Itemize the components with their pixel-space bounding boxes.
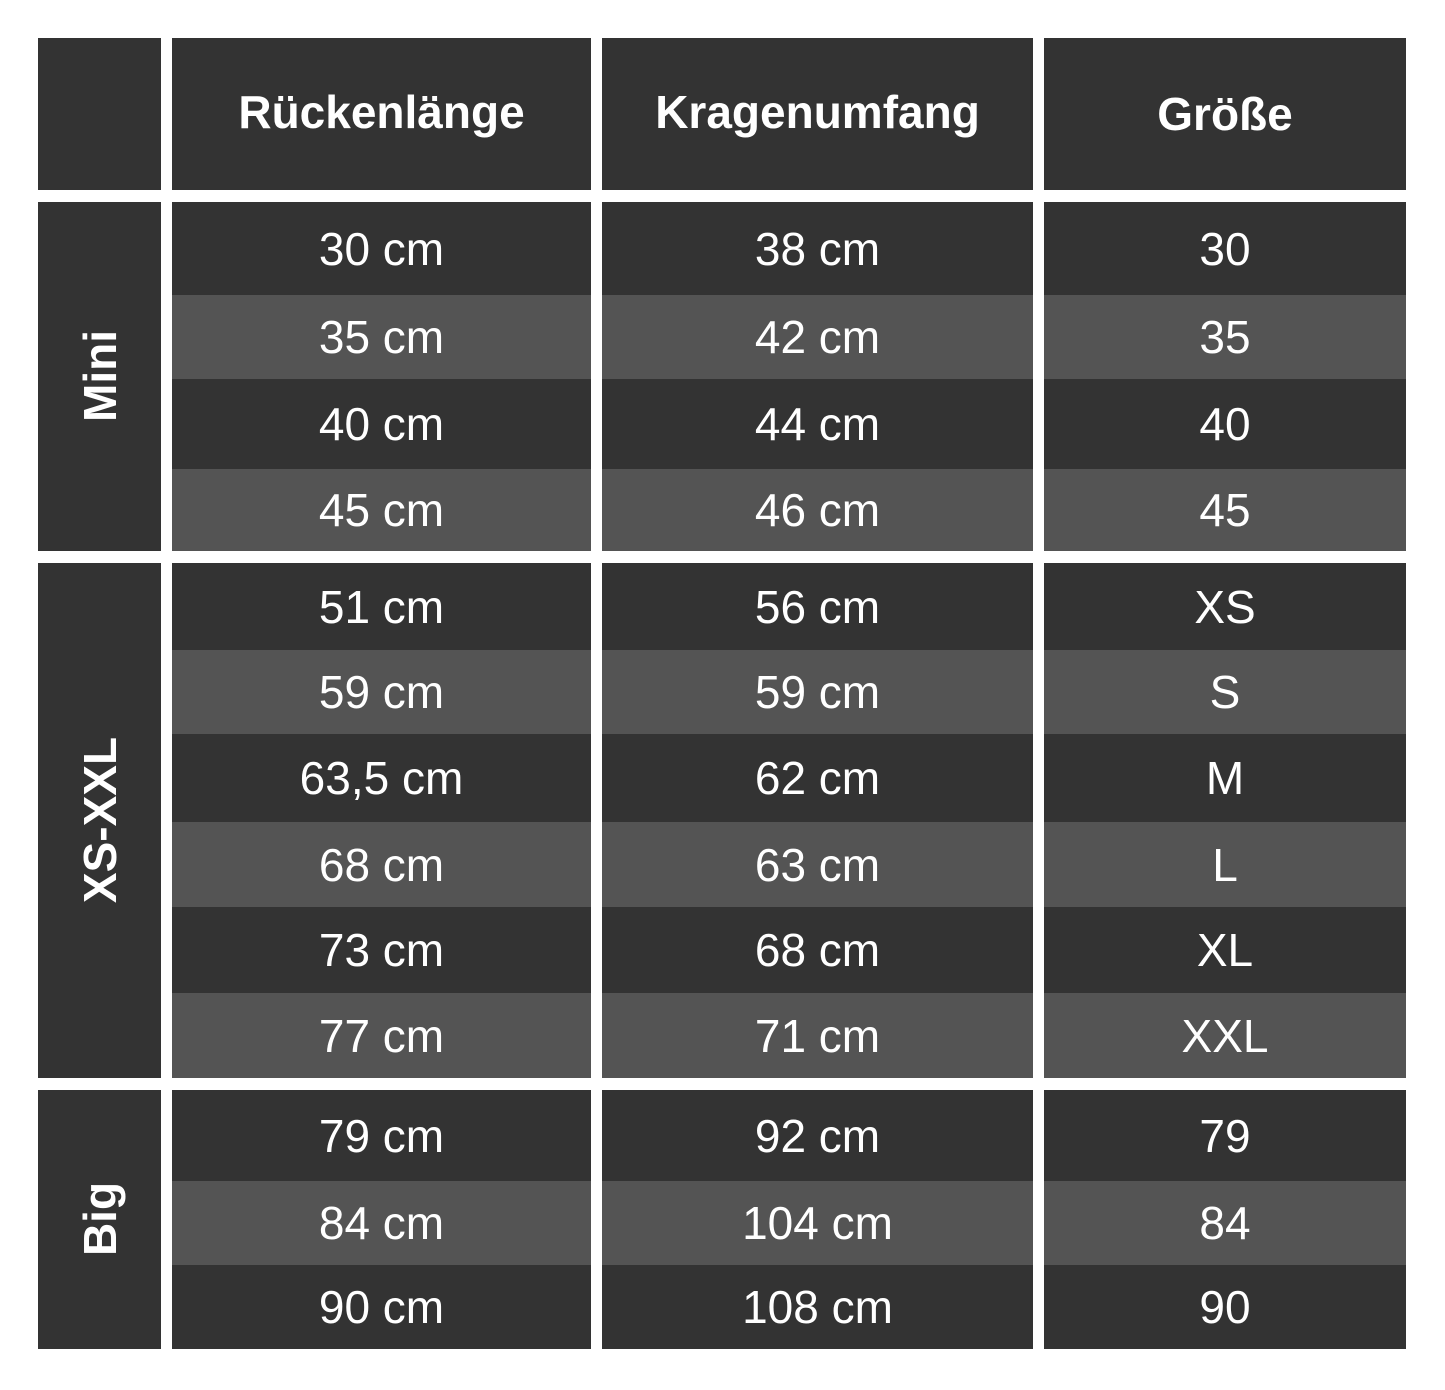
row-collar: 108 cm xyxy=(602,1265,1033,1349)
row-size: 30 xyxy=(1044,202,1406,295)
row-size: 90 xyxy=(1044,1265,1406,1349)
row-size: 35 xyxy=(1044,295,1406,379)
row-back-length: 40 cm xyxy=(172,379,591,469)
row-size: M xyxy=(1044,734,1406,822)
row-size: L xyxy=(1044,822,1406,907)
group-label-big: Big xyxy=(74,1181,127,1257)
row-back-length: 77 cm xyxy=(172,993,591,1078)
row-size: 45 xyxy=(1044,469,1406,551)
row-collar: 46 cm xyxy=(602,469,1033,551)
row-size: S xyxy=(1044,650,1406,734)
row-size: XL xyxy=(1044,907,1406,993)
row-size: 79 xyxy=(1044,1090,1406,1181)
row-size: 40 xyxy=(1044,379,1406,469)
row-back-length: 63,5 cm xyxy=(172,734,591,822)
header-collar: Kragenumfang xyxy=(602,38,1033,190)
row-back-length: 90 cm xyxy=(172,1265,591,1349)
row-back-length: 59 cm xyxy=(172,650,591,734)
row-collar: 62 cm xyxy=(602,734,1033,822)
header-size: Größe xyxy=(1044,38,1406,190)
row-back-length: 79 cm xyxy=(172,1090,591,1181)
row-back-length: 30 cm xyxy=(172,202,591,295)
row-back-length: 73 cm xyxy=(172,907,591,993)
row-back-length: 84 cm xyxy=(172,1181,591,1265)
group-label-mini: Mini xyxy=(73,330,126,422)
row-size: 84 xyxy=(1044,1181,1406,1265)
row-collar: 92 cm xyxy=(602,1090,1033,1181)
header-back-length: Rückenlänge xyxy=(172,38,591,190)
row-back-length: 68 cm xyxy=(172,822,591,907)
row-back-length: 51 cm xyxy=(172,563,591,650)
row-collar: 56 cm xyxy=(602,563,1033,650)
group-label-xs-xxl: XS-XXL xyxy=(74,736,127,904)
row-collar: 42 cm xyxy=(602,295,1033,379)
row-collar: 104 cm xyxy=(602,1181,1033,1265)
row-back-length: 45 cm xyxy=(172,469,591,551)
row-collar: 63 cm xyxy=(602,822,1033,907)
row-collar: 44 cm xyxy=(602,379,1033,469)
header-corner-cell xyxy=(38,38,161,190)
row-back-length: 35 cm xyxy=(172,295,591,379)
row-size: XXL xyxy=(1044,993,1406,1078)
row-collar: 59 cm xyxy=(602,650,1033,734)
row-collar: 71 cm xyxy=(602,993,1033,1078)
row-collar: 68 cm xyxy=(602,907,1033,993)
row-size: XS xyxy=(1044,563,1406,650)
row-collar: 38 cm xyxy=(602,202,1033,295)
